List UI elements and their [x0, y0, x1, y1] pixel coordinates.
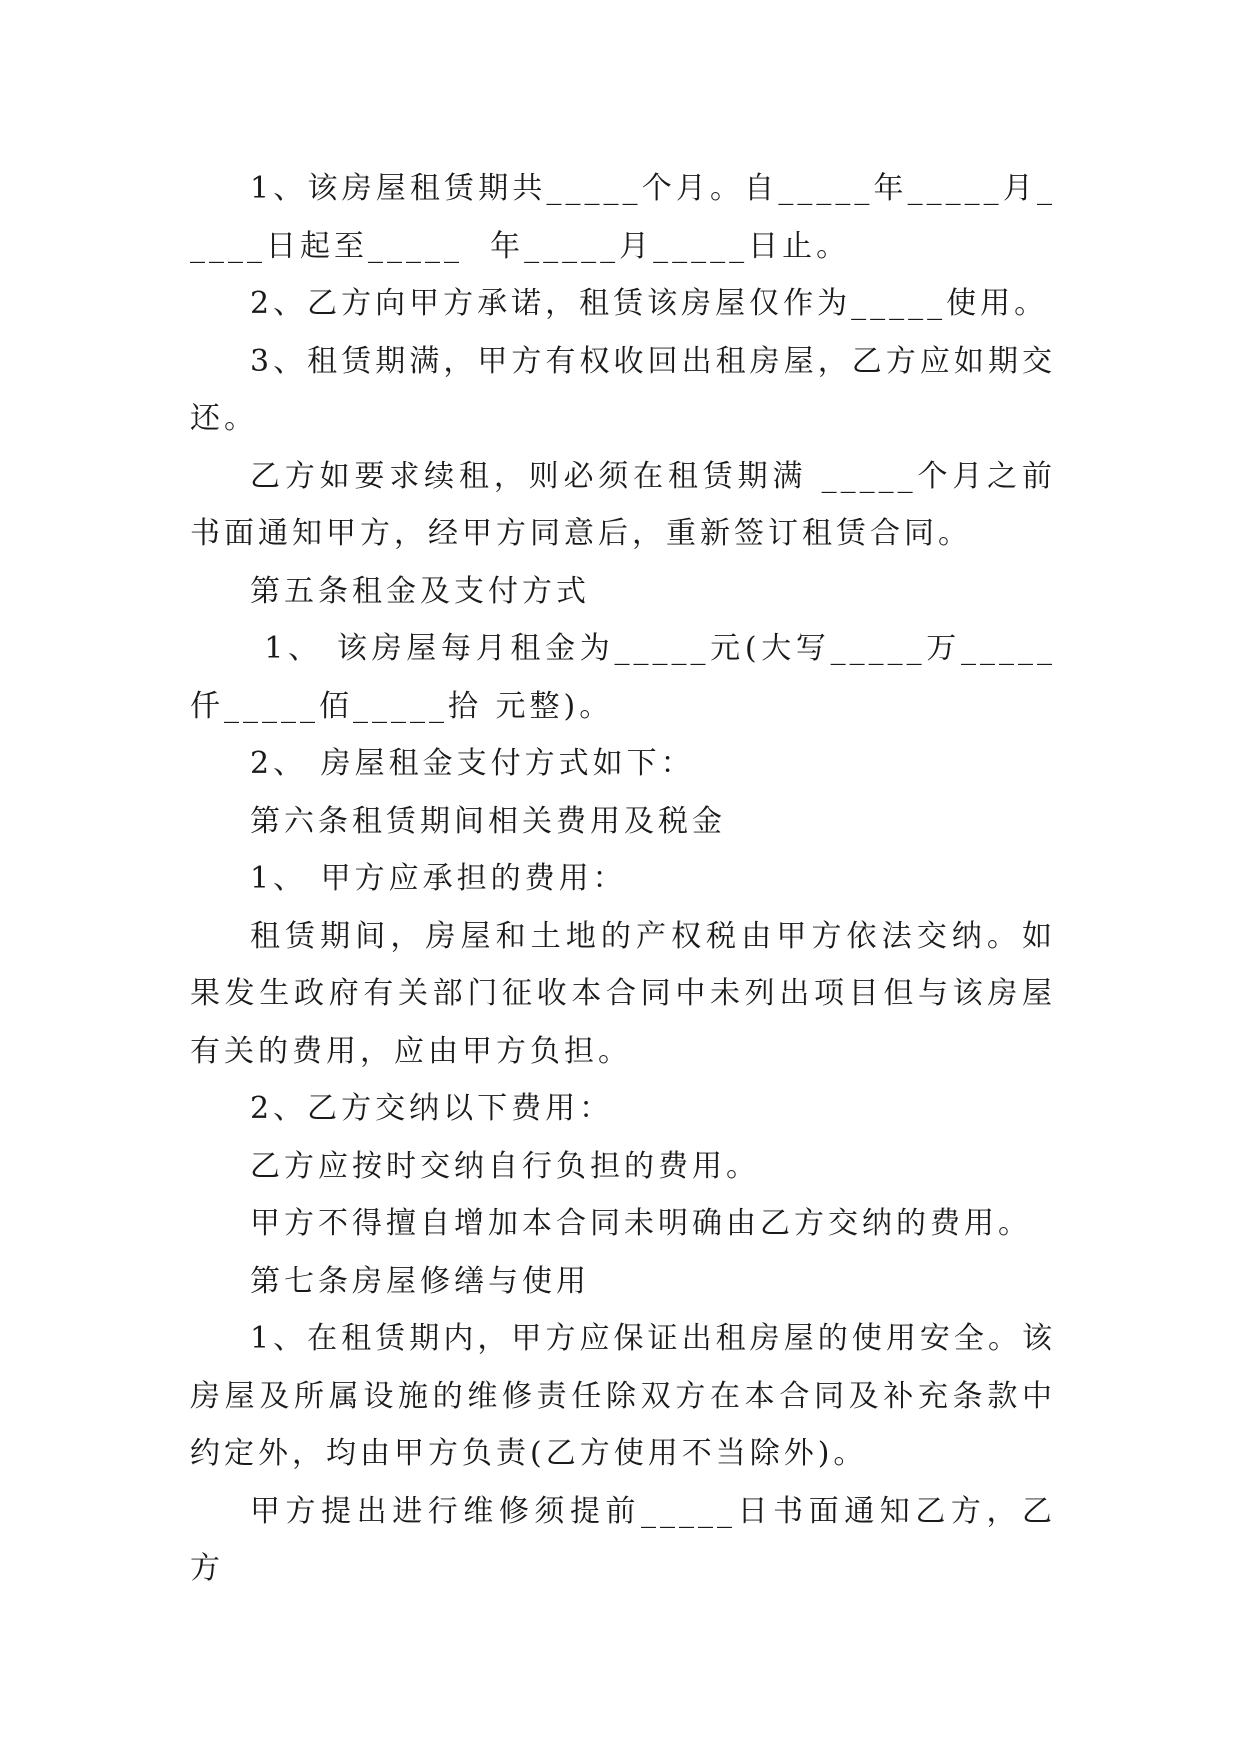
- clause-repair-notice: 甲方提出进行维修须提前_____日书面通知乙方，乙方: [190, 1493, 1056, 1586]
- clause-usage-promise: 2、乙方向甲方承诺，租赁该房屋仅作为_____使用。: [250, 286, 1049, 321]
- clause-rent-payment: 2、 房屋租金支付方式如下：: [250, 746, 695, 781]
- document-page: [190, 160, 1056, 1598]
- clause-party-a-fees: 1、 甲方应承担的费用：: [250, 861, 627, 896]
- clause-no-extra-fees: 甲方不得擅自增加本合同未明确由乙方交纳的费用。: [250, 1206, 1032, 1241]
- clause-renewal: 乙方如要求续租，则必须在租赁期满 _____个月之前书面通知甲方，经甲方同意后，重新签订租赁合同。: [190, 458, 1056, 551]
- section-heading-fees-taxes: 第六条租赁期间相关费用及税金: [250, 803, 726, 839]
- clause-lease-expiry: 3、租赁期满，甲方有权收回出租房屋，乙方应如期交还。: [190, 343, 1056, 436]
- clause-party-b-fees: 2、乙方交纳以下费用：: [250, 1091, 614, 1126]
- clause-lease-term: 1、该房屋租赁期共_____个月。自_____年_____月_____日起至_____ 年_____月_____日止。: [190, 171, 1056, 264]
- section-heading-repair: 第七条房屋修缮与使用: [250, 1263, 590, 1299]
- section-heading-rent: 第五条租金及支付方式: [250, 573, 590, 609]
- clause-party-b-payment: 乙方应按时交纳自行负担的费用。: [250, 1148, 760, 1184]
- clause-property-tax: 租赁期间，房屋和土地的产权税由甲方依法交纳。如果发生政府有关部门征收本合同中未列出项目但与该房屋有关的费用，应由甲方负担。: [190, 918, 1056, 1069]
- clause-monthly-rent: 1、 该房屋每月租金为_____元(大写_____万_____仟_____佰_____拾 元整)。: [190, 631, 1056, 724]
- clause-repair-responsibility: 1、在租赁期内，甲方应保证出租房屋的使用安全。该房屋及所属设施的维修责任除双方在本合同及补充条款中约定外，均由甲方负责(乙方使用不当除外)。: [190, 1321, 1056, 1471]
